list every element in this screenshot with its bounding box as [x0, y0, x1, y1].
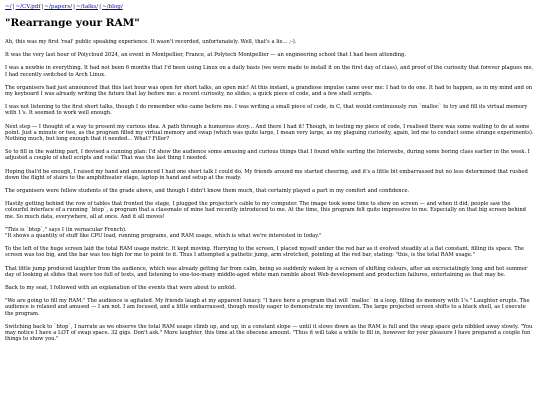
article-paragraph: Ah, this was my first 'real' public speaking experience. It wasn't recorded, unfortunately. Well, that's a lie... ;-).: [5, 39, 297, 45]
nav-link-papers[interactable]: ~/papers/: [44, 4, 73, 10]
article-paragraph: I was not listening to the first short talks, though I do remember who came before me. I was writing a small piece of code, in C, that would continuously run `malloc` to try and fill its virtual memory with 1's. It seemed to work well enough.: [5, 104, 528, 117]
article-paragraph: To the left of the huge screen laid the total RAM usage metric. It kept moving. Hurrying to the screen, I placed myself under the red bar as it evolved steadily at a flat constant, filling its space. The screen was too big, and the bar was too high for me to point to it. Thus I attempted a pathetic jump, arm stretched, pointing at the red bar, stating: "this, is the total RAM usage.": [5, 246, 525, 259]
nav-separator: |: [73, 4, 75, 10]
nav-link-cv[interactable]: ~/CV.pdf: [15, 4, 41, 10]
article-paragraph: Next step — I thought of a way to present my curious idea. A path through a humorous story... And there I had it! Though, in testing my piece of code, I realised there was some waiting to do at some point. Just a minute or two, as the program filled my virtual memory and swap (which was quite large, I mean very large, as my plaguing curiosity, again, led me to conduct some strange experiments). Nothing much, but long enough that it needed... What? Filler?: [5, 123, 534, 143]
article-paragraph: Hoping that'd be enough, I raised my hand and announced I had one short talk I could do. My friends around me started cheering, and it's a little bit embarrassed but no less determined that rushed down the flight of stairs to the amphitheater stage, laptop in hand and setup at the ready.: [5, 168, 528, 181]
article-paragraph: It was the very last hour of Polycloud 2024, an event in Montpellier, France, at Polytech Montpellier — an engineering school that I had been attending.: [5, 52, 407, 59]
article-paragraph: "This is `btop`," says I (in vernacular French). "It shows a quantity of stuff like CPU load, running programs, and RAM usage, which is what we're interested in today.": [5, 226, 322, 240]
article-paragraph: Hastily getting behind the row of tables that fronted the stage, I plugged the projector's cable to my computer. The image took some time to show on screen — and when it did, people saw the colourful interface of a running `btop`, a program that a classmate of mine had recently introduced to me. At the time, this program felt quite impressive to me. Especially on that big screen behind me. So much data, everywhere, all at once. And it all moves!: [5, 201, 527, 220]
article-paragraph: "We are going to fill my RAM." The audience is agitated. My friends laugh at my apparent lunacy. "I have here a program that will `malloc` in a loop, filling its memory with 1's." Laughter erupts. The audience is relaxed and amused — I am not. I am focused, and a little embarrassed, though mostly eager to demonstrate my invention. The large projected screen shifts to a black shell, as I execute the program.: [5, 298, 530, 317]
post-title: "Rearrange your RAM": [5, 17, 140, 29]
nav-separator: |: [99, 4, 101, 10]
article-paragraph: I was a newbie in everything. It had not been 6 months that I'd been using Linux on a daily basis (we were made to install it on the first day of class), and proof of the curiosity that forever plagues me, I had recently switched to Arch Linux.: [5, 65, 534, 78]
article-body: [5, 39, 535, 343]
article-paragraph: Switching back to `btop`, I narrate as we observe the total RAM usage climb up, and up, in a constant slope — until it slows down as the RAM is full and the swap space gets nibbled away slowly. "You may notice I have a LOT of swap space. 32 gigs. Don't ask." More laughter, this time at the obscene amount. "Thus it will take a while to fill in, however for your pleasure I have prepared a couple fun things to show you.": [5, 323, 533, 343]
article-paragraph: So to fill in the waiting part, I devised a cunning plan: I'd show the audience some amusing and curious things that I found while surfing the Interwebs, during some boring class earlier in the week. I adjusted a couple of shell scripts and voilà! That was the last thing I needed.: [5, 149, 530, 162]
nav-link-talks[interactable]: ~/talks/: [76, 4, 99, 10]
nav-link-blog[interactable]: ~/blog/: [101, 4, 123, 10]
article-paragraph: The organisers had just announced that this last hour was open for short talks, an open mic! At this instant, a grandiose impulse came over me: I had to do one. It had to happen, as in my mind and on my keyboard I was already writing the future that lay before me: a recent curiosity, no slides, a quick piece of code, and a few shell scripts.: [5, 84, 533, 98]
nav-link-home[interactable]: ~/: [5, 4, 12, 10]
nav-separator: |: [41, 4, 44, 10]
article-paragraph: Back to my seat, I followed with an explanation of the events that were about to unfold.: [5, 285, 236, 292]
article-paragraph: That little jump produced laughter from the audience, which was already getting far from calm, being so suddenly waken by a screen of shifting colours, after an excruciatingly long and hot summer day of looking at slides that were too full of texts, and listening to one-too-many middle-aged white man ramble about Web development and production failures, entertaining as that may be.: [5, 265, 528, 278]
article-paragraph: The organisers were fellow students of the grade above, and though I didn't know them much, that certainly played a part in my comfort and confidence.: [5, 188, 410, 195]
breadcrumb-nav: [5, 4, 535, 11]
nav-separator: |: [12, 4, 15, 10]
